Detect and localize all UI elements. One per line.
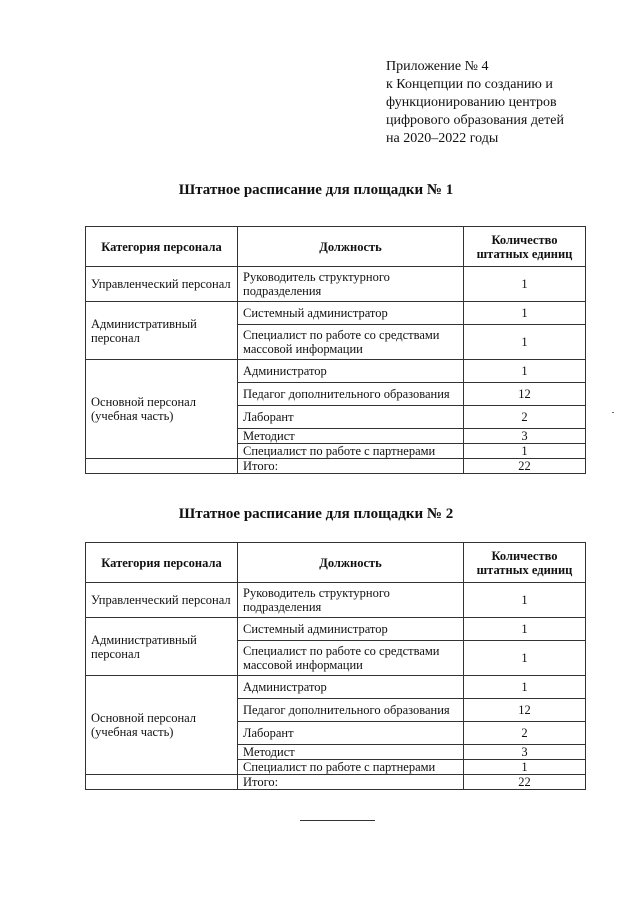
total-row xyxy=(86,775,586,790)
total-value: 22 xyxy=(464,775,586,790)
empty-cell xyxy=(86,775,238,790)
header-count: Количество штатных единиц xyxy=(464,227,586,267)
category-cell: Основной персонал (учебная часть) xyxy=(86,360,238,459)
position-cell: Системный администратор xyxy=(238,618,464,641)
position-cell: Методист xyxy=(238,745,464,760)
table-1-title: Штатное расписание для площадки № 1 xyxy=(178,182,454,198)
position-cell: Специалист по работе со средствами массовой информации xyxy=(238,325,464,360)
category-cell: Основной персонал (учебная часть) xyxy=(86,676,238,775)
table-row xyxy=(86,267,586,302)
annex-line: Приложение № 4 xyxy=(386,59,489,74)
staff-table-1 xyxy=(85,226,586,474)
count-cell: 1 xyxy=(464,325,586,360)
staff-table-2 xyxy=(85,542,586,790)
total-label: Итого: xyxy=(238,775,464,790)
count-cell: 1 xyxy=(464,302,586,325)
total-row xyxy=(86,459,586,474)
table-row xyxy=(86,360,586,383)
position-cell: Специалист по работе с партнерами xyxy=(238,444,464,459)
count-cell: 12 xyxy=(464,699,586,722)
category-cell: Административный персонал xyxy=(86,618,238,676)
count-cell: 1 xyxy=(464,676,586,699)
annex-line: к Концепции по созданию и xyxy=(386,77,553,92)
position-cell: Лаборант xyxy=(238,406,464,429)
annex-line: на 2020–2022 годы xyxy=(386,131,499,146)
count-cell: 2 xyxy=(464,406,586,429)
annex-line: цифрового образования детей xyxy=(386,113,564,128)
scan-mark xyxy=(612,412,614,413)
position-cell: Специалист по работе со средствами массовой информации xyxy=(238,641,464,676)
category-cell: Управленческий персонал xyxy=(86,267,238,302)
total-label: Итого: xyxy=(238,459,464,474)
header-category: Категория персонала xyxy=(86,227,238,267)
position-cell: Руководитель структурного подразделения xyxy=(238,267,464,302)
count-cell: 3 xyxy=(464,745,586,760)
annex-line: функционированию центров xyxy=(386,95,557,110)
position-cell: Администратор xyxy=(238,360,464,383)
header-position: Должность xyxy=(238,227,464,267)
empty-cell xyxy=(86,459,238,474)
annex-reference xyxy=(386,58,616,148)
count-cell: 1 xyxy=(464,641,586,676)
position-cell: Педагог дополнительного образования xyxy=(238,383,464,406)
position-cell: Методист xyxy=(238,429,464,444)
category-cell: Административный персонал xyxy=(86,302,238,360)
header-position: Должность xyxy=(238,543,464,583)
position-cell: Лаборант xyxy=(238,722,464,745)
position-cell: Системный администратор xyxy=(238,302,464,325)
count-cell: 1 xyxy=(464,444,586,459)
count-cell: 12 xyxy=(464,383,586,406)
count-cell: 1 xyxy=(464,267,586,302)
end-separator xyxy=(300,820,375,821)
table-row xyxy=(86,583,586,618)
count-cell: 2 xyxy=(464,722,586,745)
count-cell: 1 xyxy=(464,360,586,383)
count-cell: 1 xyxy=(464,760,586,775)
count-cell: 3 xyxy=(464,429,586,444)
count-cell: 1 xyxy=(464,583,586,618)
table-row xyxy=(86,618,586,641)
position-cell: Администратор xyxy=(238,676,464,699)
header-category: Категория персонала xyxy=(86,543,238,583)
position-cell: Руководитель структурного подразделения xyxy=(238,583,464,618)
header-count: Количество штатных единиц xyxy=(464,543,586,583)
table-row xyxy=(86,302,586,325)
category-cell: Управленческий персонал xyxy=(86,583,238,618)
table-row xyxy=(86,676,586,699)
count-cell: 1 xyxy=(464,618,586,641)
table-2-title: Штатное расписание для площадки № 2 xyxy=(178,506,454,522)
position-cell: Специалист по работе с партнерами xyxy=(238,760,464,775)
position-cell: Педагог дополнительного образования xyxy=(238,699,464,722)
total-value: 22 xyxy=(464,459,586,474)
